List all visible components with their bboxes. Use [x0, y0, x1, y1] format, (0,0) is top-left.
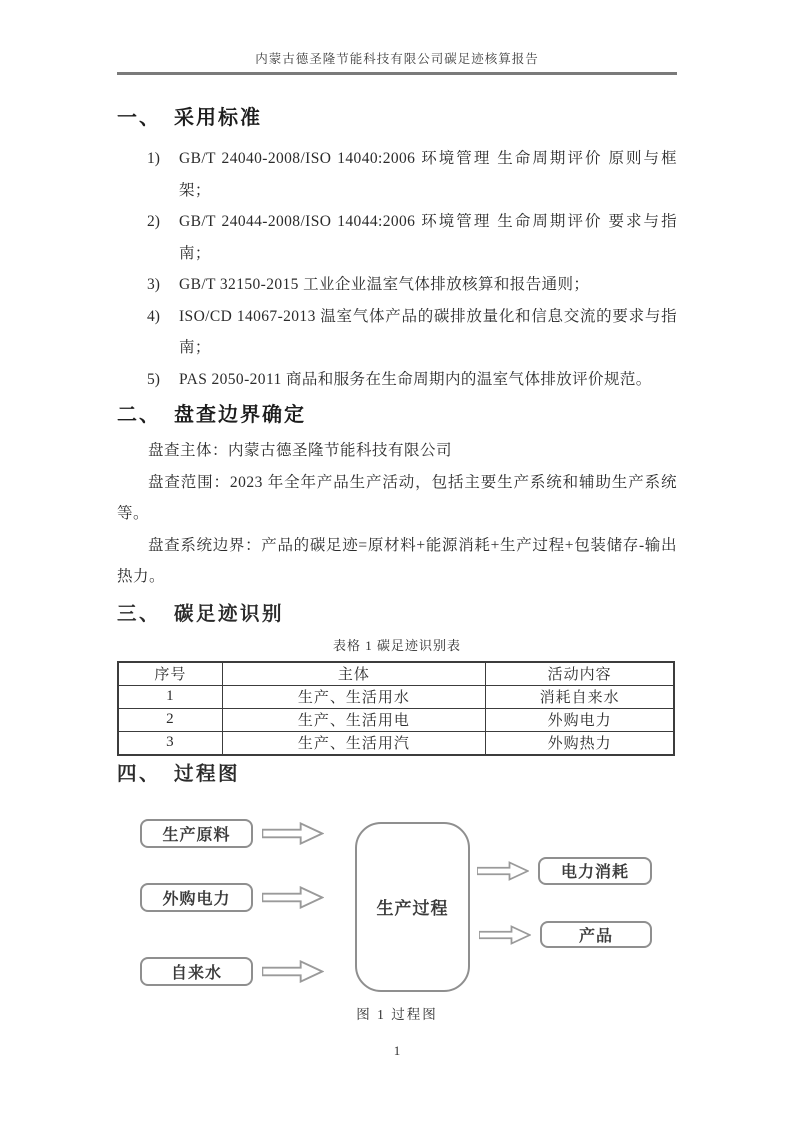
cell-index: 3: [118, 731, 222, 755]
list-item: [117, 206, 677, 269]
section-title: 采用标准: [174, 107, 262, 129]
table-caption: 表格 1 碳足迹识别表: [332, 637, 461, 653]
column-header: 序号: [118, 662, 222, 686]
list-item-text: ISO/CD 14067-2013 温室气体产品的碳排放量化和信息交流的要求与指南；: [179, 307, 677, 356]
section-title: 过程图: [174, 763, 241, 785]
list-item-text: GB/T 32150-2015 工业企业温室气体排放核算和报告通则；: [179, 276, 590, 293]
diagram-input-tap-water: 自来水: [140, 957, 253, 986]
paragraph-system-boundary: 盘查系统边界：产品的碳足迹=原材料+能源消耗+生产过程+包装储存-输出热力。: [117, 536, 677, 585]
paragraph-scope: 盘查范围：2023 年全年产品生产活动，包括主要生产系统和辅助生产系统等。: [117, 473, 677, 522]
section-title: 盘查边界确定: [174, 404, 306, 426]
cell-activity: 消耗自来水: [486, 685, 674, 708]
running-header-title: 内蒙古德圣隆节能科技有限公司碳足迹核算报告: [255, 52, 539, 66]
footprint-identification-table: [117, 661, 675, 756]
cell-subject: 生产、生活用汽: [222, 731, 485, 755]
list-marker: 2): [147, 213, 160, 230]
diagram-process-box: 生产过程: [355, 822, 470, 992]
list-marker: 5): [147, 370, 160, 388]
boundary-paragraphs: [117, 435, 677, 593]
list-marker: 4): [147, 307, 160, 325]
list-item: [117, 269, 677, 301]
process-flow-diagram: [0, 809, 794, 1027]
cell-subject: 生产、生活用电: [222, 708, 485, 731]
cell-subject: 生产、生活用水: [222, 685, 485, 708]
figure-caption: 图 1 过程图: [356, 1006, 438, 1022]
section-number: 四、: [117, 763, 162, 785]
section-heading-process: [117, 762, 677, 788]
list-item-text: PAS 2050-2011 商品和服务在生命周期内的温室气体排放评价规范。: [179, 370, 652, 388]
diagram-input-purchased-electricity: 外购电力: [140, 883, 253, 912]
table-row: [118, 708, 674, 731]
list-marker: 3): [147, 276, 160, 293]
cell-activity: 外购电力: [486, 708, 674, 731]
diagram-output-electricity-consumption: 电力消耗: [538, 857, 652, 885]
list-item: [117, 301, 677, 364]
flow-arrow-icon: [477, 861, 529, 881]
diagram-input-raw-materials: 生产原料: [140, 819, 253, 848]
cell-index: 2: [118, 708, 222, 731]
table-row: [118, 731, 674, 755]
column-header: 主体: [222, 662, 485, 686]
section-heading-boundary: [117, 401, 677, 429]
page-number: 1: [393, 1042, 401, 1058]
table-row: [118, 685, 674, 708]
list-item-text: GB/T 24040-2008/ISO 14040:2006 环境管理 生命周期评价 原则与框架；: [179, 150, 677, 199]
list-item: [117, 364, 677, 396]
cell-activity: 外购热力: [486, 731, 674, 755]
flow-arrow-icon: [262, 960, 324, 983]
column-header: 活动内容: [486, 662, 674, 686]
list-marker: 1): [147, 150, 160, 167]
paragraph-subject: 盘查主体：内蒙古德圣隆节能科技有限公司: [148, 442, 453, 459]
section-heading-standards: [117, 104, 677, 132]
section-number: 二、: [117, 404, 161, 426]
standards-list: [117, 143, 677, 395]
section-number: 三、: [117, 603, 162, 625]
flow-arrow-icon: [262, 822, 324, 845]
header-divider: [117, 72, 677, 75]
flow-arrow-icon: [479, 925, 531, 945]
cell-index: 1: [118, 685, 222, 708]
list-item: [117, 143, 677, 206]
table-header-row: [118, 662, 674, 686]
section-heading-identification: [117, 602, 677, 628]
section-title: 碳足迹识别: [174, 603, 285, 625]
list-item-text: GB/T 24044-2008/ISO 14044:2006 环境管理 生命周期评价 要求与指南；: [179, 213, 677, 262]
section-number: 一、: [117, 107, 161, 129]
flow-arrow-icon: [262, 886, 324, 909]
diagram-output-product: 产品: [540, 921, 652, 948]
